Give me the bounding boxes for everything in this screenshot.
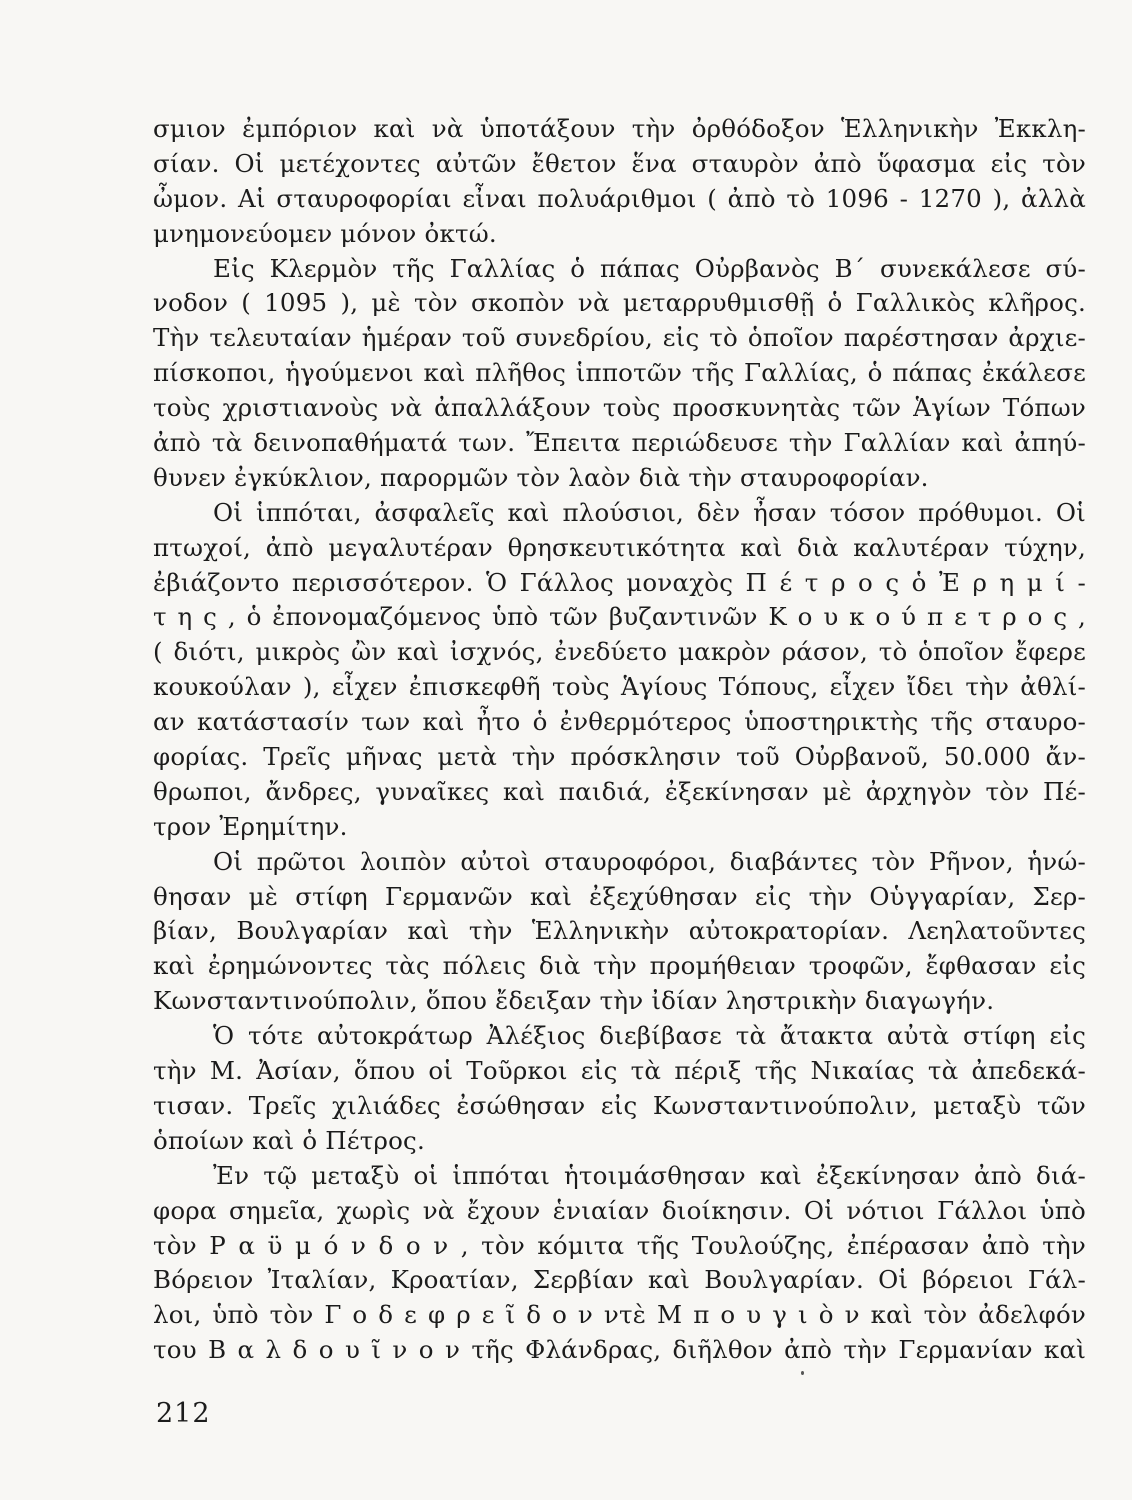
text-line: σμιον ἐμπόριον καὶ νὰ ὑποτάξουν τὴν ὀρθόδοξον Ἑλληνικὴν Ἐκκλη- [153,114,1086,143]
text-line: Ὁ τότε αὐτοκράτωρ Ἀλέξιος διεβίβασε τὰ ἄτακτα αὐτὰ στίφη εἰς [213,1021,1086,1051]
text-line: φορίας. Τρεῖς μῆνας μετὰ τὴν πρόσκλησιν τοῦ Οὐρβανοῦ, 50.000 ἄν- [153,742,1086,772]
text-line: τρον Ἐρημίτην. [153,811,348,841]
text-line: ἀπὸ τὰ δεινοπαθήματά των. Ἔπειτα περιώδευσε τὴν Γαλλίαν καὶ ἀπηύ- [153,428,1086,458]
text-line: νοδον ( 1095 ), μὲ τὸν σκοπὸν νὰ μεταρρυθμισθῇ ὁ Γαλλικὸς κλῆρος. [153,288,1086,318]
ink-speck [801,1371,804,1375]
text-line: ἐβιάζοντο περισσότερον. Ὁ Γάλλος μοναχὸς Π έ τ ρ ο ς ὁ Ἐ ρ η μ ί - [153,567,1086,597]
text-line: μνημονεύομεν μόνον ὀκτώ. [153,218,497,248]
text-line: βίαν, Βουλγαρίαν καὶ τὴν Ἑλληνικὴν αὐτοκρατορίαν. Λεηλατοῦντες [153,916,1086,946]
text-line: θυνεν ἐγκύκλιον, παρορμῶν τὸν λαὸν διὰ τὴν σταυροφορίαν. [153,462,929,492]
text-line: καὶ ἐρημώνοντες τὰς πόλεις διὰ τὴν προμήθειαν τροφῶν, ἔφθασαν εἰς [153,951,1086,981]
text-line: τισαν. Τρεῖς χιλιάδες ἐσώθησαν εἰς Κωνσταντινούπολιν, μεταξὺ τῶν [153,1090,1086,1120]
text-line: ὦμον. Αἱ σταυροφορίαι εἶναι πολυάριθμοι ( ἀπὸ τὸ 1096 - 1270 ), ἀλλὰ [153,183,1086,213]
body-text [153,112,1086,1368]
text-line: ὁποίων καὶ ὁ Πέτρος. [153,1125,425,1155]
text-line: φορα σημεῖα, χωρὶς νὰ ἔχουν ἑνιαίαν διοίκησιν. Οἱ νότιοι Γάλλοι ὑπὸ [153,1195,1086,1225]
text-line: κουκούλαν ), εἶχεν ἐπισκεφθῆ τοὺς Ἁγίους Τόπους, εἶχεν ἴδει τὴν ἀθλί- [153,672,1086,702]
text-line: Κωνσταντινούπολιν, ὅπου ἔδειξαν τὴν ἰδίαν ληστρικὴν διαγωγήν. [153,986,995,1016]
text-line: τ η ς , ὁ ἐπονομαζόμενος ὑπὸ τῶν βυζαντινῶν Κ ο υ κ ο ύ π ε τ ρ ο ς , [153,602,1086,632]
text-line: Ἐν τῷ μεταξὺ οἱ ἱππόται ἡτοιμάσθησαν καὶ ἐξεκίνησαν ἀπὸ διά- [213,1160,1086,1190]
text-line: πίσκοποι, ἡγούμενοι καὶ πλῆθος ἱπποτῶν τῆς Γαλλίας, ὁ πάπας ἐκάλεσε [153,358,1086,388]
text-line: λοι, ὑπὸ τὸν Γ ο δ ε φ ρ ε ῖ δ ο ν ντὲ Μ π ο υ γ ι ὸ ν καὶ τὸν ἀδελφόν [153,1300,1086,1330]
text-line: τοὺς χριστιανοὺς νὰ ἀπαλλάξουν τοὺς προσκυνητὰς τῶν Ἁγίων Τόπων [153,393,1086,423]
text-line: τὸν Ρ α ϋ μ ό ν δ ο ν , τὸν κόμιτα τῆς Τουλούζης, ἐπέρασαν ἀπὸ τὴν [153,1230,1086,1260]
text-line: Οἱ ἱππόται, ἀσφαλεῖς καὶ πλούσιοι, δὲν ἦσαν τόσον πρόθυμοι. Οἱ [213,497,1086,527]
text-line: Οἱ πρῶτοι λοιπὸν αὐτοὶ σταυροφόροι, διαβάντες τὸν Ρῆνον, ἡνώ- [213,846,1086,876]
text-line: Βόρειον Ἰταλίαν, Κροατίαν, Σερβίαν καὶ Βουλγαρίαν. Οἱ βόρειοι Γάλ- [153,1265,1086,1295]
text-line: θησαν μὲ στίφη Γερμανῶν καὶ ἐξεχύθησαν εἰς τὴν Οὑγγαρίαν, Σερ- [153,881,1086,911]
text-line: του Β α λ δ ο υ ῖ ν ο ν τῆς Φλάνδρας, διῆλθον ἀπὸ τὴν Γερμανίαν καὶ [153,1335,1086,1365]
text-line: Τὴν τελευταίαν ἡμέραν τοῦ συνεδρίου, εἰς τὸ ὁποῖον παρέστησαν ἀρχιε- [153,323,1086,353]
text-line: αν κατάστασίν των καὶ ἦτο ὁ ἐνθερμότερος ὑποστηρικτὴς τῆς σταυρο- [153,707,1086,737]
text-line: τὴν Μ. Ἀσίαν, ὅπου οἱ Τοῦρκοι εἰς τὰ πέριξ τῆς Νικαίας τὰ ἀπεδεκά- [153,1056,1086,1086]
text-line: πτωχοί, ἀπὸ μεγαλυτέραν θρησκευτικότητα καὶ διὰ καλυτέραν τύχην, [153,532,1086,562]
text-line: ( διότι, μικρὸς ὢν καὶ ἰσχνός, ἐνεδύετο μακρὸν ράσον, τὸ ὁποῖον ἔφερε [153,637,1086,667]
page-number: 212 [156,1398,211,1429]
text-line: Εἰς Κλερμὸν τῆς Γαλλίας ὁ πάπας Οὐρβανὸς Β΄ συνεκάλεσε σύ- [213,253,1086,283]
text-line: σίαν. Οἱ μετέχοντες αὐτῶν ἔθετον ἕνα σταυρὸν ἀπὸ ὕφασμα εἰς τὸν [153,148,1086,178]
text-line: θρωποι, ἄνδρες, γυναῖκες καὶ παιδιά, ἐξεκίνησαν μὲ ἀρχηγὸν τὸν Πέ- [153,776,1086,806]
